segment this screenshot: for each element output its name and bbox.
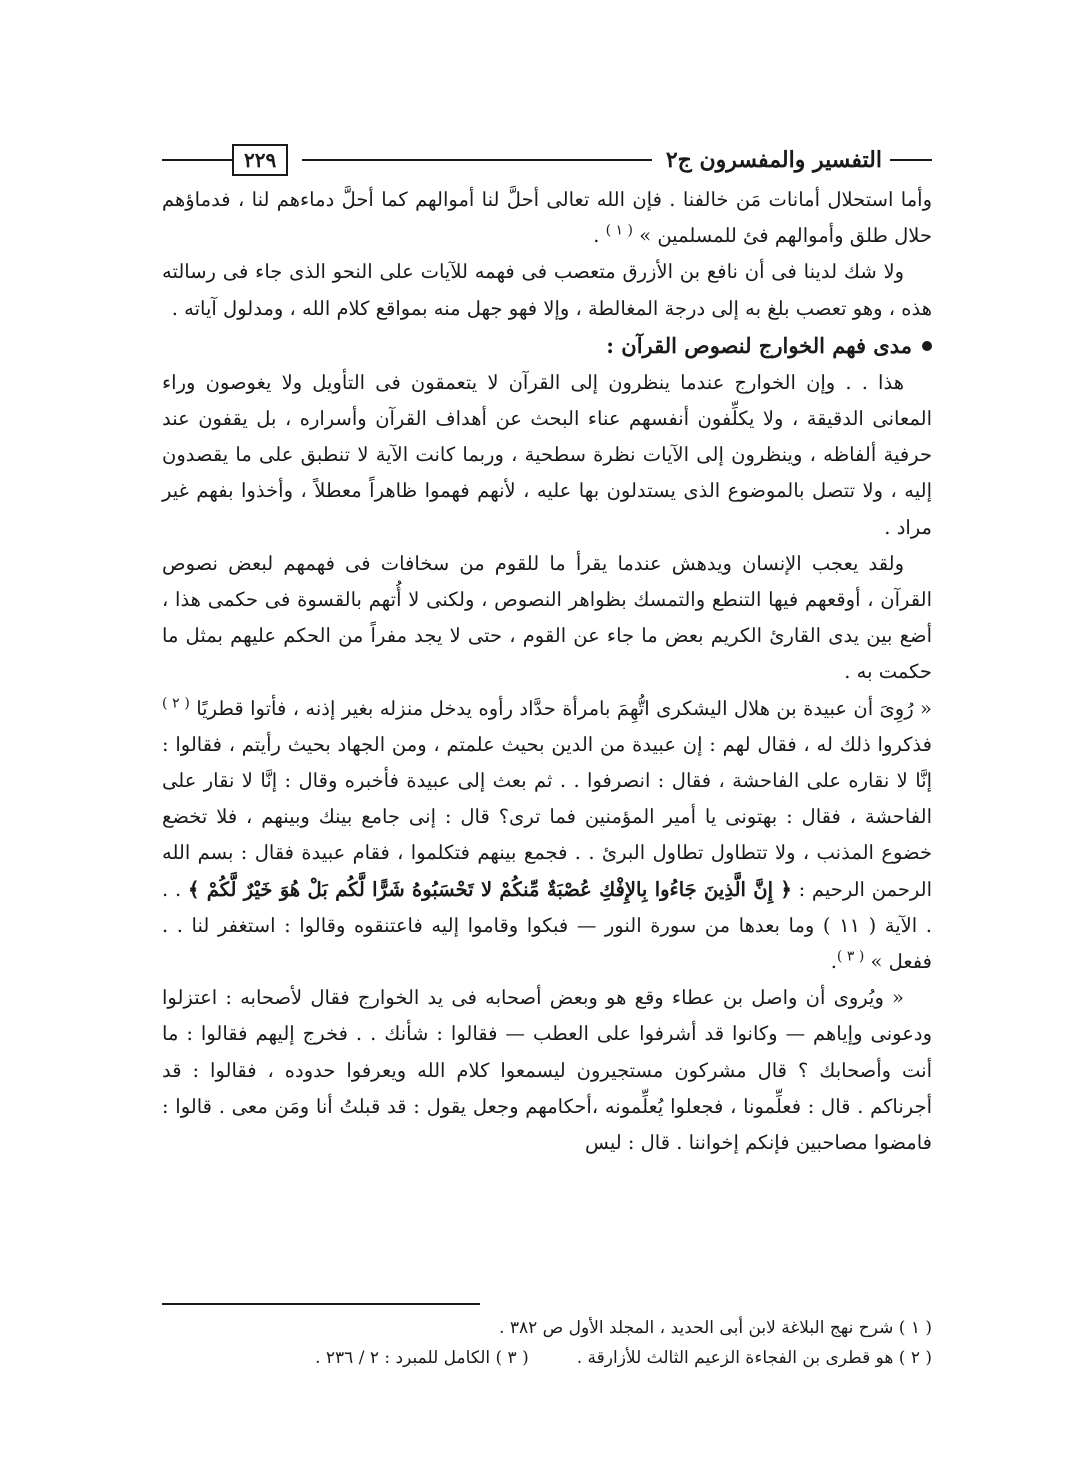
header-rule-left (162, 159, 232, 161)
header-title-group (666, 147, 932, 173)
paragraph-5-part-c: . . . الآية ( ١١ ) وما بعدها من سورة النور — فبكوا وقاموا إليه فاعتنقوه وقالوا : استغفر لنا . . ففعل » (162, 877, 932, 974)
footnote-ref-1: ( ١ ) (605, 222, 633, 239)
footnote-ref-3: ( ٣ ) (836, 948, 865, 965)
footnote-separator (162, 1303, 480, 1305)
section-heading (162, 327, 932, 365)
paragraph-2: ولا شك لدينا فى أن نافع بن الأزرق متعصب فى فهمه للآيات على النحو الذى جاء فى رسالته هذه ، وهو تعصب بلغ به إلى درجة المغالطة ، وإلا فهو جهل منه بمواقع كلام الله ، ومدلول آياته . (162, 260, 932, 320)
paragraph-5-part-b: فذكروا ذلك له ، فقال لهم : إن عبيدة من الدين بحيث علمتم ، ومن الجهاد بحيث رأيتم ، فقالوا : إنَّا لا نقاره على الفاحشة ، فقال : انصرفوا . . ثم بعث إلى عبيدة فأخبره وقال : إنَّا لا نقار على الفاحشة ، فقال : بهتونى يا أمير المؤمنين فما ترى؟ قال : إنى جامع بينك وبينهم ، فلا تخضع خضوع المذنب ، ولا تتطاول تطاول البرئ . . فجمع بينهم فتكلموا ، فقام عبيدة فقال : بسم الله الرحمن الرحيم : (162, 732, 933, 901)
bullet-icon (922, 341, 932, 351)
footnote-1: ( ١ ) شرح نهج البلاغة لابن أبى الحديد ، المجلد الأول ص ٣٨٢ . (499, 1318, 932, 1338)
paragraph-1 (162, 182, 932, 254)
footnote-2: ( ٢ ) هو قطرى بن الفجاءة الزعيم الثالث للأزارقة . (576, 1348, 932, 1368)
footnote-line-2 (162, 1343, 932, 1373)
paragraph-3: هذا . . وإن الخوارج عندما ينظرون إلى القرآن لا يتعمقون فى التأويل ولا يغوصون وراء المعانى الدقيقة ، ولا يكلِّفون أنفسهم عناء البحث عن أهداف القرآن وأسراره ، بل يقفون عند حرفية ألفاظه ، وينظرون إلى الآيات نظرة سطحية ، وربما كانت الآية لا تنطبق على ما يقصدون إليه ، ولا تتصل بالموضوع الذى يستدلون بها عليه ، لأنهم فهموا ظاهراً معطلاً ، وأخذوا بفهم غير مراد . (162, 370, 932, 539)
page-number: ٢٢٩ (244, 148, 277, 172)
footnote-ref-2: ( ٢ ) (162, 695, 190, 712)
paragraph-4: ولقد يعجب الإنسان ويدهش عندما يقرأ ما للقوم من سخافات فى فهمهم لبعض نصوص القرآن ، أوقعهم فيها التنطع والتمسك بظواهر النصوص ، ولكنى لا أُتهم بالقسوة فى حكمى هذا ، أضع بين يدى القارئ الكريم بعض ما جاء عن القوم ، حتى لا يجد مفراً من الحكم عليهم بمثل ما حكمت به . (162, 551, 932, 684)
header-title: التفسير والمفسرون ج٢ (665, 147, 882, 173)
paragraph-6: « ويُروى أن واصل بن عطاء وقع هو وبعض أصحابه فى يد الخوارج فقال لأصحابه : اعتزلوا ودعونى وإياهم — وكانوا قد أشرفوا على العطب — فقالوا : شأنك . . فخرج إليهم فقالوا : ما أنت وأصحابك ؟ قال مشركون مستجيرون ليسمعوا كلام الله ويعرفوا حدوده ، فقالوا : قد أجرناكم . قال : فعلِّمونا ، فجعلوا يُعلِّمونه ،أحكامهم وجعل يقول : قد قبلتُ أنا ومَن معى . قالوا : فامضوا مصاحبين فإنكم إخواننا . قال : ليس (162, 986, 932, 1155)
footnotes (162, 1303, 932, 1373)
paragraph-1-text: وأما استحلال أمانات مَن خالفنا . فإن الله تعالى أحلَّ لنا أموالهم كما أحلَّ دماءهم لنا ، فدماؤهم حلال طلق وأموالهم فئ للمسلمين » (162, 188, 932, 248)
book-page (162, 140, 932, 1390)
page-body (162, 182, 932, 1161)
header-rule-right (890, 159, 932, 161)
header-rule-middle (302, 159, 652, 161)
paragraph-5-part-a: « رُوِىَ أن عبيدة بن هلال اليشكرى اتُّهِمَ بامرأة حدَّاد رأوه يدخل منزله بغير إذنه ، فأتوا قطريًا (196, 696, 932, 720)
section-heading-text: مدى فهم الخوارج لنصوص القرآن : (606, 332, 912, 358)
paragraph-1-end: . (593, 224, 600, 248)
page-number-box (232, 144, 288, 176)
paragraph-5-end: . (830, 950, 837, 974)
paragraph-5 (162, 691, 932, 981)
running-header (162, 140, 932, 180)
footnote-3: ( ٣ ) الكامل للمبرد : ٢ / ٢٣٦ . (315, 1348, 529, 1368)
quran-verse: ﴿ إِنَّ الَّذِينَ جَاءُوا بِالإِفْكِ عُصْبَةٌ مِّنكُمْ لا تَحْسَبُوهُ شَرًّا لَّكُم بَلْ هُوَ خَيْرٌ لَّكُمْ ﴾ (187, 877, 792, 901)
